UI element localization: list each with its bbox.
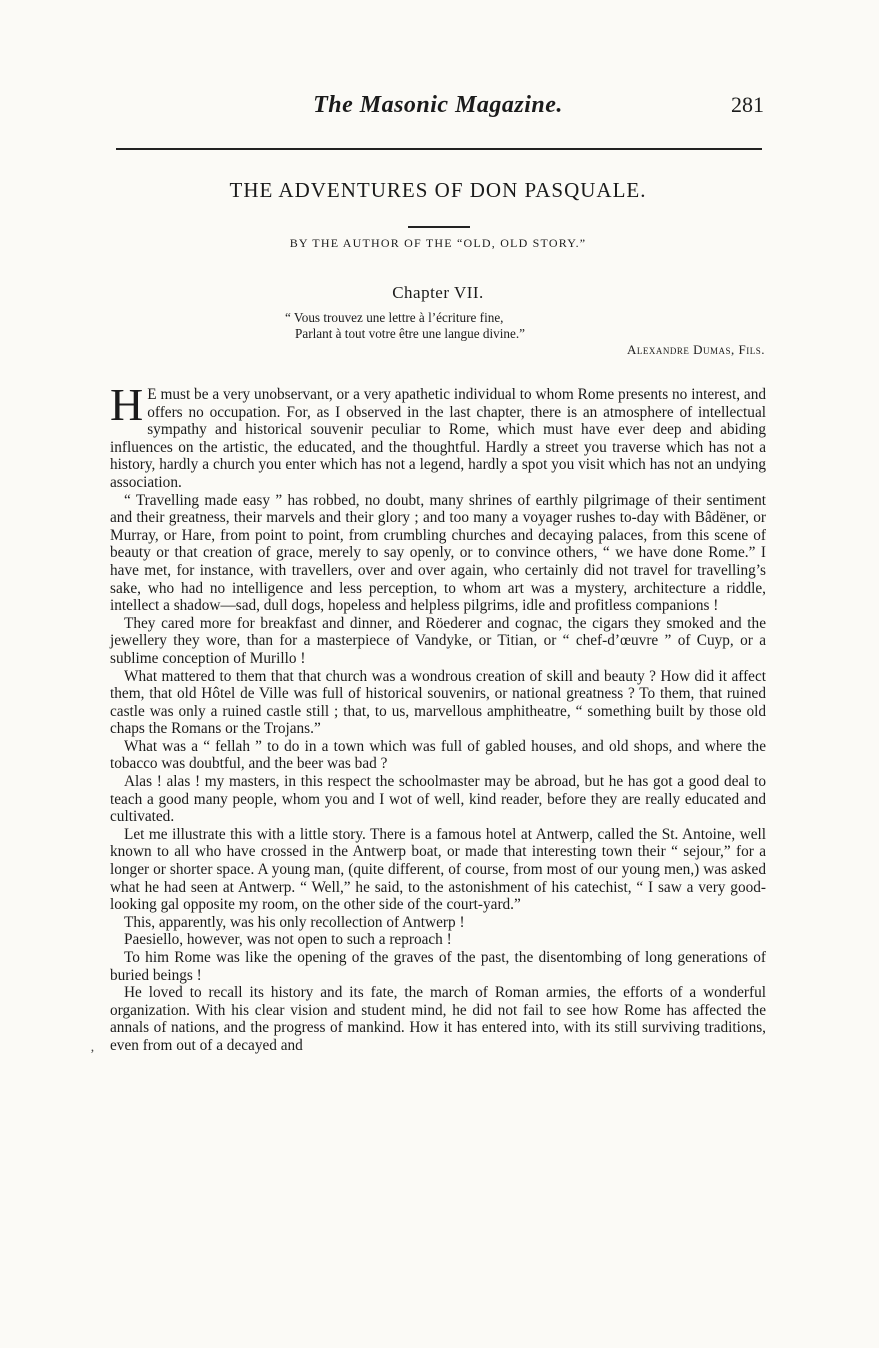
byline: BY THE AUTHOR OF THE “OLD, OLD STORY.”: [289, 236, 587, 250]
chapter-heading: Chapter VII.: [392, 283, 484, 302]
article-body: [110, 379, 766, 1055]
paragraph: To him Rome was like the opening of the graves of the past, the disentombing of long generations of buried beings !: [110, 949, 766, 984]
article-title: THE ADVENTURES OF DON PASQUALE.: [229, 178, 647, 202]
page-header: [112, 92, 764, 124]
paragraph: [110, 379, 766, 492]
epigraph-author: Alexandre Dumas, Fils.: [626, 342, 765, 357]
page-number: 281: [731, 92, 764, 117]
paragraph: What mattered to them that that church was a wondrous creation of skill and beauty ? How did it affect them, that old Hôtel de Ville was full of historical souvenirs, or national greatness ? To them, that ruined castle was only a ruined castle still ; that, to us, marvellous amphitheatre, “ something built by those old chaps the Romans or the Trojans.”: [110, 667, 766, 738]
paragraph: What was a “ fellah ” to do in a town which was full of gabled houses, and old shops, and where the tobacco was doubtful, and the beer was bad ?: [110, 737, 766, 773]
paragraph: This, apparently, was his only recollection of Antwerp !: [124, 913, 465, 931]
drop-cap: H: [110, 379, 144, 430]
paragraph: They cared more for breakfast and dinner, and Röederer and cognac, the cigars they smoked and the jewellery they wore, than for a masterpiece of Vandyke, or Titian, or “ chef-d’œuvre ” of Cuyp, or a sublime conception of Murillo !: [110, 614, 766, 667]
paragraph: “ Travelling made easy ” has robbed, no doubt, many shrines of earthly pilgrimage of their sentiment and their greatness, their marvels and their glory ; and too many a voyager rushes to-day with Bâdëner, or Murray, or Hare, from point to point, from crumbling churches and decaying palaces, from this scene of beauty or that creation of grace, merely to say openly, or to convince others, “ we have done Rome.” I have met, for instance, with travellers, over and over again, who certainly did not travel for travelling’s sake, who had no intelligence and less perception, to whom art was a mystery, architecture a riddle, intellect a shadow—sad, dull dogs, hopeless and helpless pilgrims, idle and profitless companions !: [110, 491, 766, 615]
paragraph: Alas ! alas ! my masters, in this respect the schoolmaster may be abroad, but he has got a good deal to teach a good many people, whom you and I wot of well, kind reader, before they are really educated and cultivated.: [110, 773, 766, 826]
paragraph-text: E must be a very unobservant, or a very apathetic individual to whom Rome presents no interest, and offers no occupation. For, as I observed in the last chapter, there is an atmosphere of intellectual sympathy and historical souvenir peculiar to Rome, which must have ever deep and abiding influences on the artistic, the educated, and the thoughtful. Hardly a street you traverse which has not a history, hardly a church you enter which has not a legend, hardly a spot you visit which has not an undying association.: [110, 386, 766, 491]
epigraph: [285, 310, 765, 358]
epigraph-line-2: Parlant à tout votre être une langue divine.”: [295, 326, 525, 341]
header-rule: [116, 148, 762, 150]
running-title: The Masonic Magazine.: [313, 92, 563, 118]
paragraph: He loved to recall its history and its fate, the march of Roman armies, the efforts of a wonderful organization. With his clear vision and student mind, he did not fail to see how Rome has affected the annals of nations, and the progress of mankind. How it has entered into, with its still surviving traditions, even from out of a decayed and: [110, 984, 766, 1054]
margin-mark: ‚: [90, 1040, 95, 1055]
title-rule: [408, 226, 470, 228]
paragraph: Let me illustrate this with a little story. There is a famous hotel at Antwerp, called the St. Antoine, well known to all who have crossed in the Antwerp boat, or made that interesting town their “ sejour,” for a longer or shorter space. A young man, (quite different, of course, from most of our young men,) was asked what he had seen at Antwerp. “ Well,” he said, to the astonishment of his catechist, “ I saw a very good-looking gal opposite my room, on the other side of the court-yard.”: [110, 825, 766, 914]
epigraph-line-1: “ Vous trouvez une lettre à l’écriture fine,: [285, 310, 504, 325]
paragraph: Paesiello, however, was not open to such a reproach !: [124, 931, 452, 949]
